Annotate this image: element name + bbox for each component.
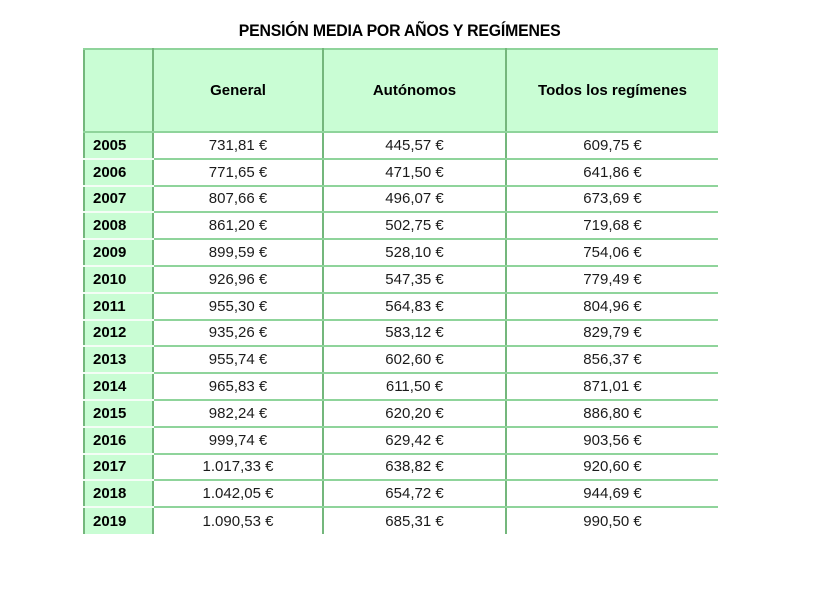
general-value-cell: 807,66 € <box>153 186 323 213</box>
todos-value-cell: 944,69 € <box>506 480 718 507</box>
year-cell: 2011 <box>84 293 153 320</box>
general-value-cell: 955,30 € <box>153 293 323 320</box>
year-cell: 2005 <box>84 132 153 159</box>
header-row <box>84 49 718 132</box>
year-cell: 2014 <box>84 373 153 400</box>
general-value-cell: 1.017,33 € <box>153 454 323 481</box>
autonomos-value-cell: 629,42 € <box>323 427 506 454</box>
year-cell: 2008 <box>84 212 153 239</box>
year-cell: 2017 <box>84 454 153 481</box>
general-value-cell: 999,74 € <box>153 427 323 454</box>
table-row <box>84 186 718 213</box>
autonomos-value-cell: 547,35 € <box>323 266 506 293</box>
autonomos-value-cell: 583,12 € <box>323 320 506 347</box>
general-value-cell: 731,81 € <box>153 132 323 159</box>
column-header-todos: Todos los regímenes <box>506 49 718 132</box>
todos-value-cell: 871,01 € <box>506 373 718 400</box>
todos-value-cell: 609,75 € <box>506 132 718 159</box>
general-value-cell: 926,96 € <box>153 266 323 293</box>
table-row <box>84 346 718 373</box>
general-value-cell: 982,24 € <box>153 400 323 427</box>
table-row <box>84 239 718 266</box>
table-row <box>84 454 718 481</box>
year-cell: 2007 <box>84 186 153 213</box>
todos-value-cell: 829,79 € <box>506 320 718 347</box>
year-cell: 2015 <box>84 400 153 427</box>
autonomos-value-cell: 445,57 € <box>323 132 506 159</box>
table-row <box>84 293 718 320</box>
todos-value-cell: 804,96 € <box>506 293 718 320</box>
autonomos-value-cell: 564,83 € <box>323 293 506 320</box>
table-row <box>84 427 718 454</box>
table-row <box>84 320 718 347</box>
general-value-cell: 955,74 € <box>153 346 323 373</box>
column-header-general: General <box>153 49 323 132</box>
general-value-cell: 965,83 € <box>153 373 323 400</box>
table-row <box>84 373 718 400</box>
todos-value-cell: 673,69 € <box>506 186 718 213</box>
autonomos-value-cell: 638,82 € <box>323 454 506 481</box>
autonomos-value-cell: 685,31 € <box>323 507 506 534</box>
autonomos-value-cell: 471,50 € <box>323 159 506 186</box>
year-cell: 2018 <box>84 480 153 507</box>
page-title: PENSIÓN MEDIA POR AÑOS Y REGÍMENES <box>239 22 561 40</box>
table-row <box>84 212 718 239</box>
autonomos-value-cell: 502,75 € <box>323 212 506 239</box>
todos-value-cell: 990,50 € <box>506 507 718 534</box>
table-row <box>84 266 718 293</box>
todos-value-cell: 886,80 € <box>506 400 718 427</box>
autonomos-value-cell: 611,50 € <box>323 373 506 400</box>
table-header <box>84 49 718 132</box>
table-row <box>84 507 718 534</box>
general-value-cell: 935,26 € <box>153 320 323 347</box>
autonomos-value-cell: 528,10 € <box>323 239 506 266</box>
todos-value-cell: 719,68 € <box>506 212 718 239</box>
table-row <box>84 132 718 159</box>
year-cell: 2016 <box>84 427 153 454</box>
autonomos-value-cell: 496,07 € <box>323 186 506 213</box>
pension-table <box>83 48 718 534</box>
general-value-cell: 899,59 € <box>153 239 323 266</box>
title-container <box>83 22 717 41</box>
year-cell: 2009 <box>84 239 153 266</box>
todos-value-cell: 920,60 € <box>506 454 718 481</box>
general-value-cell: 1.090,53 € <box>153 507 323 534</box>
todos-value-cell: 754,06 € <box>506 239 718 266</box>
table-row <box>84 400 718 427</box>
autonomos-value-cell: 602,60 € <box>323 346 506 373</box>
todos-value-cell: 779,49 € <box>506 266 718 293</box>
table-row <box>84 480 718 507</box>
column-header-year <box>84 49 153 132</box>
table-body <box>84 132 718 534</box>
todos-value-cell: 856,37 € <box>506 346 718 373</box>
year-cell: 2019 <box>84 507 153 534</box>
todos-value-cell: 641,86 € <box>506 159 718 186</box>
autonomos-value-cell: 620,20 € <box>323 400 506 427</box>
table-row <box>84 159 718 186</box>
year-cell: 2006 <box>84 159 153 186</box>
year-cell: 2013 <box>84 346 153 373</box>
year-cell: 2010 <box>84 266 153 293</box>
year-cell: 2012 <box>84 320 153 347</box>
general-value-cell: 771,65 € <box>153 159 323 186</box>
general-value-cell: 861,20 € <box>153 212 323 239</box>
general-value-cell: 1.042,05 € <box>153 480 323 507</box>
todos-value-cell: 903,56 € <box>506 427 718 454</box>
column-header-autonomos: Autónomos <box>323 49 506 132</box>
autonomos-value-cell: 654,72 € <box>323 480 506 507</box>
